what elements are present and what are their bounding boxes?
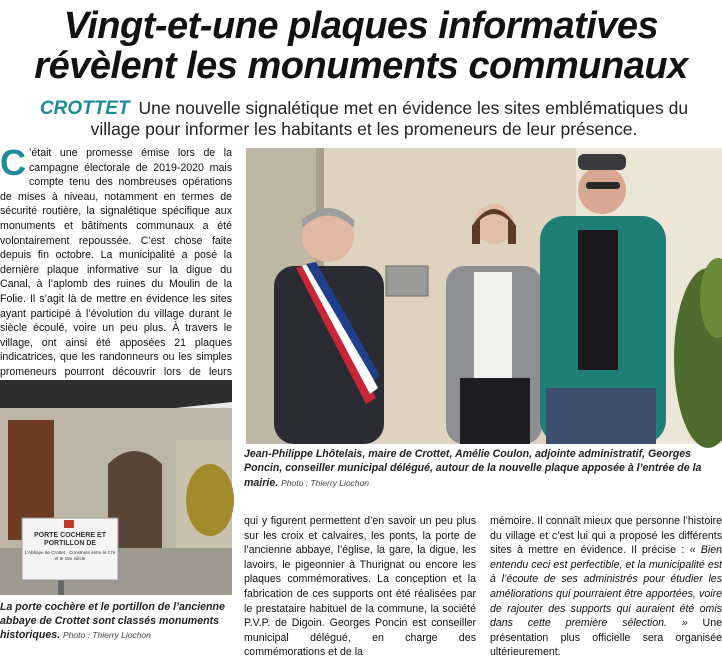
article-headline <box>0 6 722 86</box>
body-column-3 <box>490 514 722 660</box>
main-photo-illustration <box>246 148 722 444</box>
sign-text <box>24 532 116 561</box>
body-column-1-text: ’était une promesse émise lors de la campagne électorale de 2019-2020 mais compte tenu des nombreuses opérations de mises à niveau, notamment en termes de sécurité routière, la signalétique spécifique aux monuments et bâtiments communaux a été volontairement repoussée. C’est chose faite depuis fin octobre. La municipalité a posé la dernière plaque informative sur la digue du Canal, à l’aplomb des ruines du Moulin de la Folie. Il s’agit là de mettre en évidence les sites ayant participé à l’évolution du village durant le siècle écoulé, voire un peu plus. À travers le village, ont ainsi été apposées 21 plaques indicatrices, que les randonneurs ou les simples promeneurs pourront découvrir lors de leurs <box>0 147 232 378</box>
location-kicker: CROTTET <box>39 98 130 119</box>
poncin-quote: « Bien entendu ceci est perfectible, et la municipalité est à l’écoute de ses administrés pour étudier les améliorations qui pourraient être apportées, voire de rajouter des supports qui auraient été omis dans cette première sélection. » <box>490 544 722 630</box>
abbey-gate-photo <box>0 380 232 595</box>
main-caption-text: Jean-Philippe Lhôtelais, maire de Crottet, Amélie Coulon, adjointe administratif, Georges Poncin, conseiller municipal délégué, autour de la nouvelle plaque apposée à l’entrée de la mairie. <box>244 448 702 489</box>
body-column-3-text-a: mémoire. Il connaît mieux que personne l’histoire du village et c’est lui qui a proposé les différents sites à mettre en évidence. Il précise : <box>490 515 722 557</box>
sign-title: PORTE COCHERE ET PORTILLON DE <box>34 532 106 547</box>
main-photo-caption <box>244 447 720 490</box>
main-photo-credit: Photo : Thierry Liochon <box>281 477 369 488</box>
body-column-1 <box>0 142 232 409</box>
sign-subtitle: L’Abbaye de Crottet · Construits entre le 17e et le 18e siècle <box>24 550 116 561</box>
left-caption-text: La porte cochère et le portillon de l’ancienne abbaye de Crottet sont classés monuments historiques. <box>0 601 225 641</box>
article-deck <box>14 98 714 140</box>
abbey-gate-illustration <box>0 380 232 595</box>
body-column-2-text: qui y figurent permettent d’en savoir un peu plus sur les croix et calvaires, les ponts, la porte de l’ancienne abbaye, l’église, la gare, la digue, les lavoirs, le pigeonnier à Thurignat ou encore les plaques commémoratives. La conception et la fabrication de ces supports ont été réalisées par le prestataire habituel de la commune, la société P.V.P. de Digoin. Georges Poncin est conseiller municipal délégué, en charge des commémorations et de la <box>244 515 476 659</box>
main-photo <box>246 148 722 444</box>
abbey-photo-caption <box>0 600 236 642</box>
headline-line-1: Vingt-et-une plaques informatives <box>63 5 659 47</box>
deck-text: Une nouvelle signalétique met en évidence les sites emblématiques du village pour informer les habitants et les promeneurs de leur présence. <box>90 98 689 139</box>
headline-line-2: révèlent les monuments communaux <box>34 45 688 87</box>
body-column-3-text-b: Une présentation plus officielle sera organisée ultérieurement. <box>490 617 722 659</box>
body-column-2 <box>244 514 476 660</box>
left-photo-credit: Photo : Thierry Liochon <box>63 630 151 640</box>
drop-cap: C <box>0 142 26 183</box>
